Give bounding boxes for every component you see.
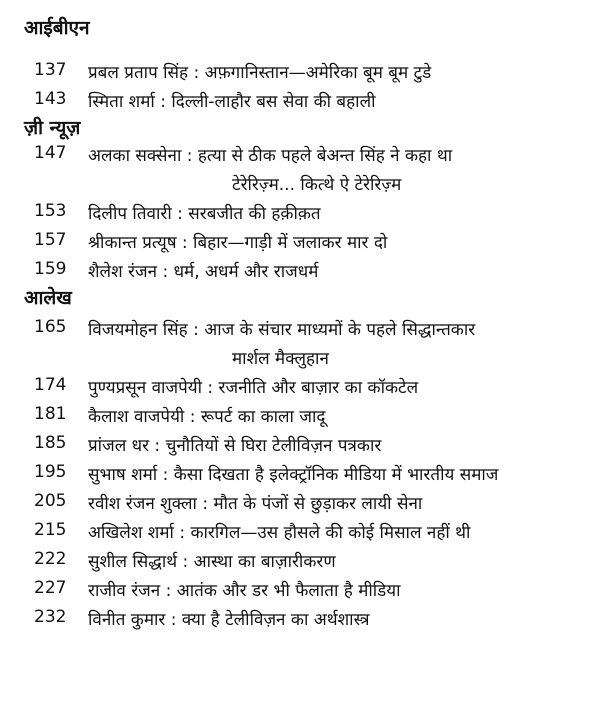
entry-title: कैलाश वाजपेयी : रूपर्ट का काला जादू bbox=[88, 407, 326, 427]
entry-title-continuation: टेरेरिज़्म... कित्थे ऐ टेरेरिज़्म bbox=[232, 175, 402, 195]
toc-entry bbox=[0, 375, 600, 405]
entry-title-continuation: मार्शल मैक्लुहान bbox=[232, 349, 329, 369]
toc-entry bbox=[0, 578, 600, 608]
page-number: 147 bbox=[34, 143, 67, 163]
toc-entry bbox=[0, 89, 600, 119]
toc-entry bbox=[0, 549, 600, 579]
page-number: 185 bbox=[34, 433, 67, 453]
entry-title: अलका सक्सेना : हत्या से ठीक पहले बेअन्त सिंह ने कहा था bbox=[88, 146, 453, 166]
entry-title: दिलीप तिवारी : सरबजीत की हक़ीक़त bbox=[88, 204, 321, 224]
page-number: 215 bbox=[34, 520, 67, 540]
toc-entry bbox=[0, 259, 600, 289]
entry-title: रवीश रंजन शुक्ला : मौत के पंजों से छुड़ाकर लायी सेना bbox=[88, 494, 423, 514]
entry-title: प्रांजल धर : चुनौतियों से घिरा टेलीविज़न पत्रकार bbox=[88, 436, 382, 456]
entry-title: अखिलेश शर्मा : कारगिल—उस हौसले की कोई मिसाल नहीं थी bbox=[88, 523, 471, 543]
entry-title: विजयमोहन सिंह : आज के संचार माध्यमों के पहले सिद्धान्तकार bbox=[88, 320, 476, 340]
toc-entry bbox=[0, 607, 600, 637]
entry-title: शैलेश रंजन : धर्म, अधर्म और राजधर्म bbox=[88, 262, 319, 282]
entry-title: स्मिता शर्मा : दिल्ली-लाहौर बस सेवा की बहाली bbox=[88, 92, 376, 112]
page-number: 195 bbox=[34, 462, 67, 482]
entry-title: सुशील सिद्धार्थ : आस्था का बाज़ारीकरण bbox=[88, 552, 336, 572]
page-number: 205 bbox=[34, 491, 67, 511]
page-number: 227 bbox=[34, 578, 67, 598]
entry-title: पुण्यप्रसून वाजपेयी : रजनीति और बाज़ार का कॉकटेल bbox=[88, 378, 419, 398]
section-heading-ibn: आईबीएन bbox=[24, 17, 90, 39]
page-number: 143 bbox=[34, 89, 67, 109]
toc-entry bbox=[0, 317, 600, 347]
page-number: 181 bbox=[34, 404, 67, 424]
page-number: 153 bbox=[34, 201, 67, 221]
page-number: 232 bbox=[34, 607, 67, 627]
page-number: 159 bbox=[34, 259, 67, 279]
toc-entry bbox=[0, 230, 600, 260]
entry-title: राजीव रंजन : आतंक और डर भी फैलाता है मीडिया bbox=[88, 581, 401, 601]
page-number: 174 bbox=[34, 375, 67, 395]
entry-title: प्रबल प्रताप सिंह : अफ़गानिस्तान—अमेरिका बूम बूम टुडे bbox=[88, 63, 432, 83]
page-number: 165 bbox=[34, 317, 67, 337]
entry-title: सुभाष शर्मा : कैसा दिखता है इलेक्ट्रॉनिक मीडिया में भारतीय समाज bbox=[88, 465, 499, 485]
toc-entry bbox=[0, 404, 600, 434]
page-number: 137 bbox=[34, 60, 67, 80]
entry-title: श्रीकान्त प्रत्यूष : बिहार—गाड़ी में जलाकर मार दो bbox=[88, 233, 388, 253]
toc-entry bbox=[0, 433, 600, 463]
page-number: 157 bbox=[34, 230, 67, 250]
section-heading-aalekh: आलेख bbox=[24, 287, 72, 309]
toc-entry bbox=[0, 60, 600, 90]
toc-entry bbox=[0, 491, 600, 521]
toc-entry bbox=[0, 462, 600, 492]
toc-entry bbox=[0, 201, 600, 231]
toc-entry bbox=[0, 520, 600, 550]
toc-entry bbox=[0, 143, 600, 173]
section-heading-zee-news: ज़ी न्यूज़ bbox=[24, 117, 81, 139]
entry-title: विनीत कुमार : क्या है टेलीविज़न का अर्थशास्त्र bbox=[88, 610, 370, 630]
page-number: 222 bbox=[34, 549, 67, 569]
